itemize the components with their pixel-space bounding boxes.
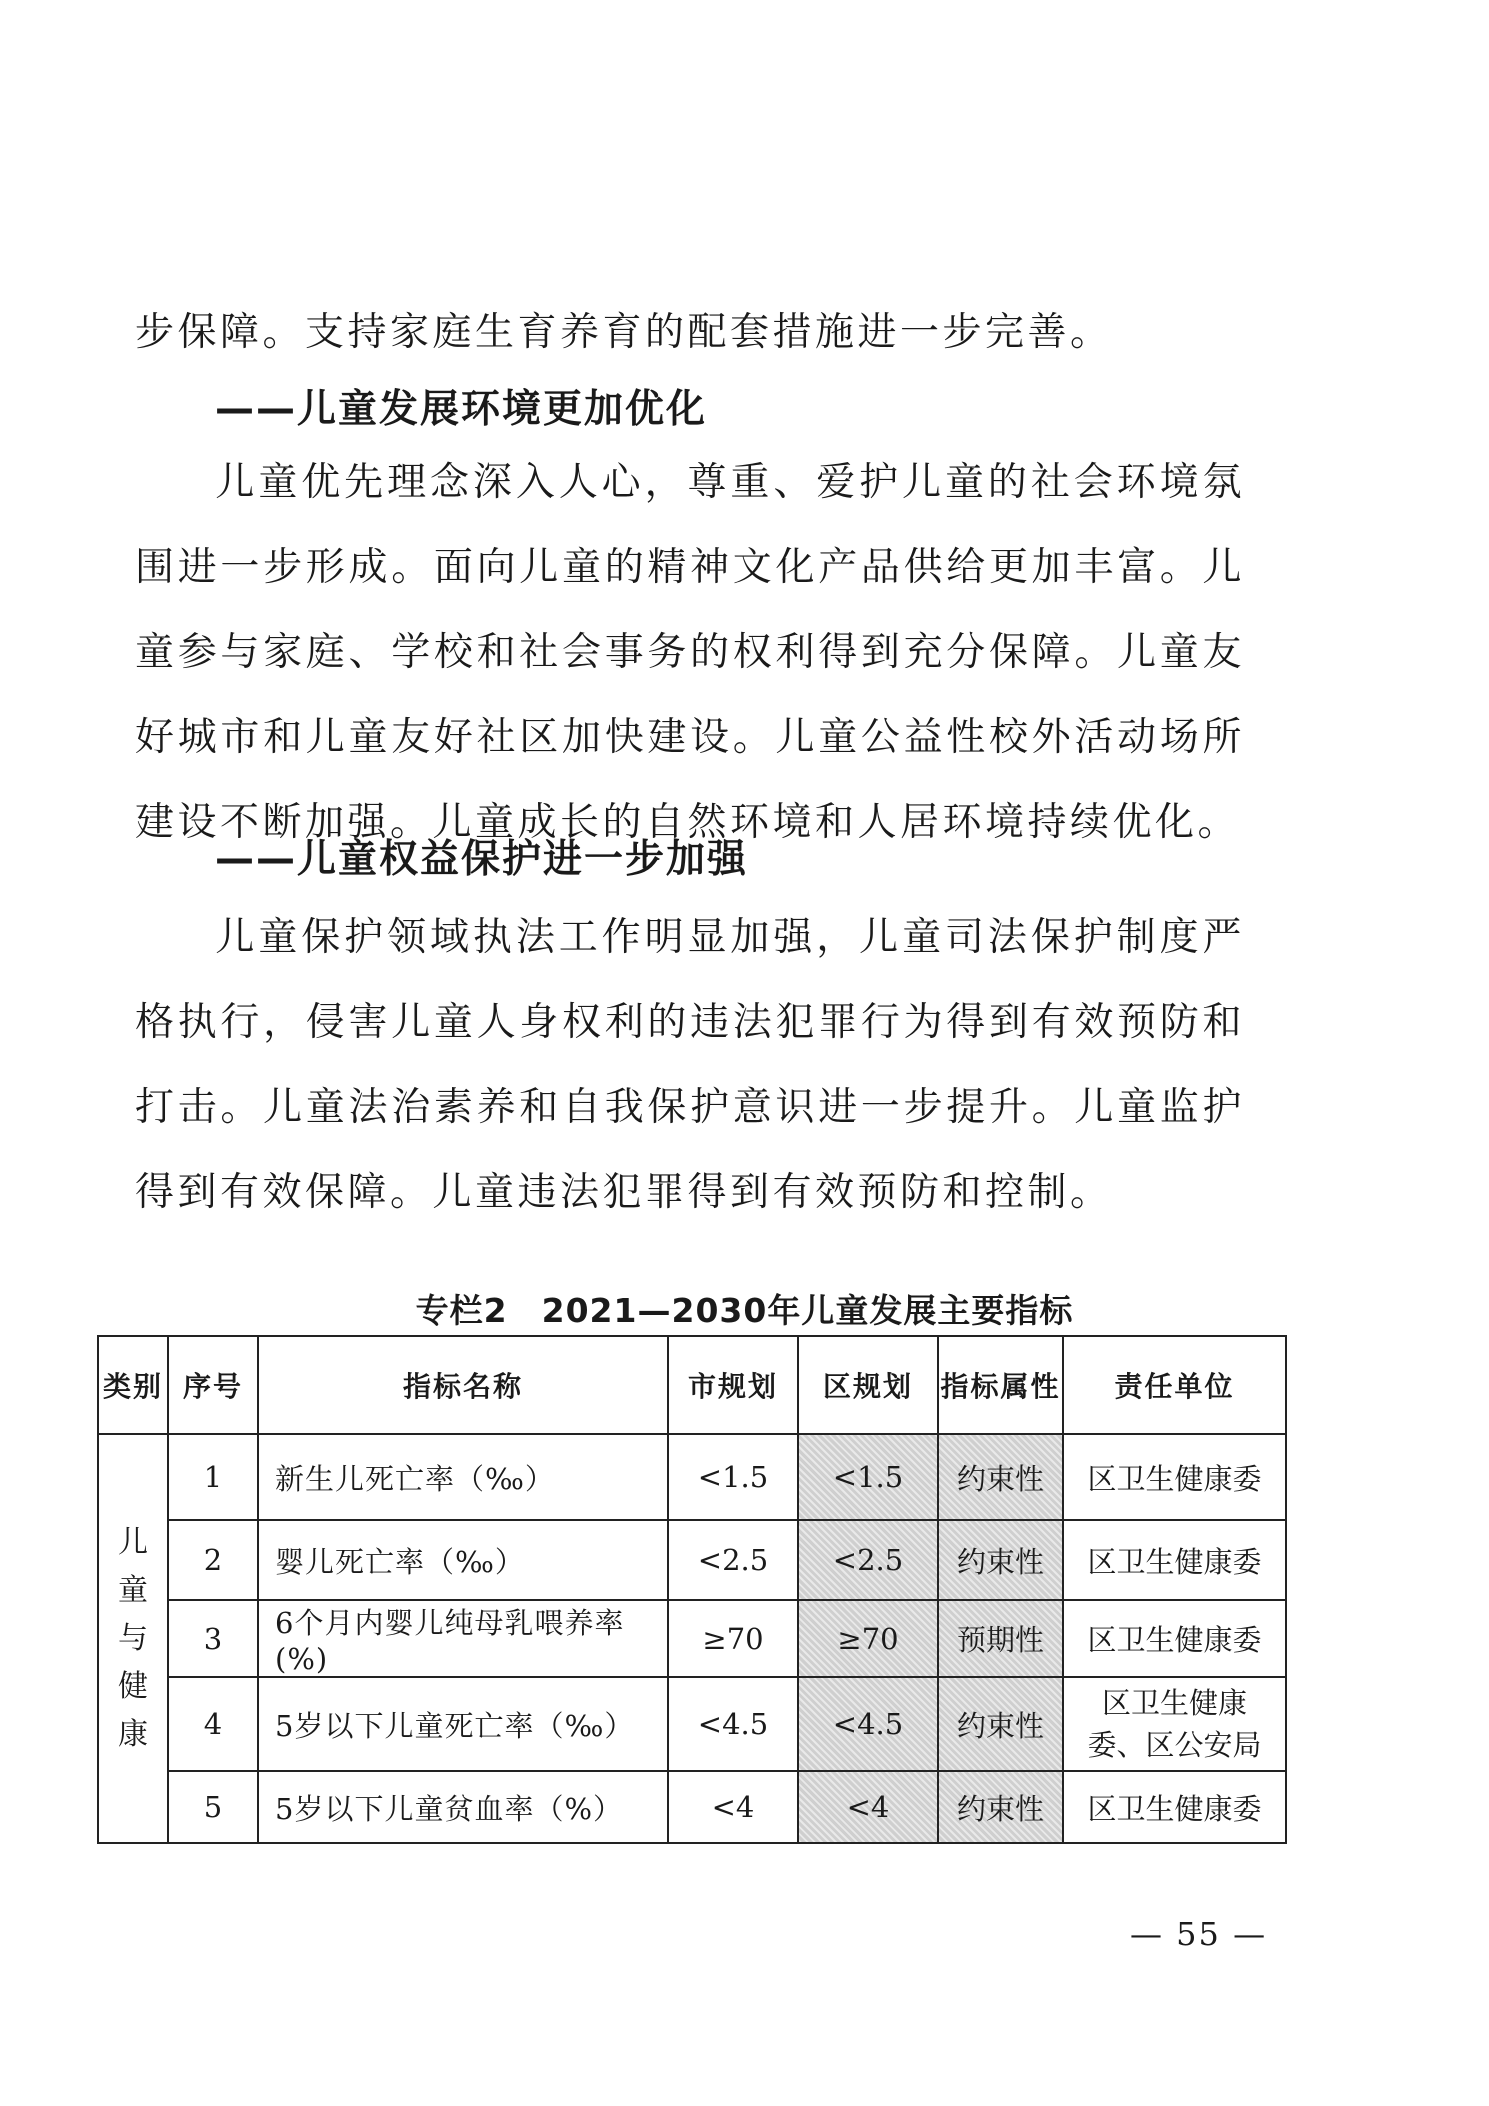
row-district: <4.5 bbox=[798, 1677, 938, 1771]
table-row bbox=[98, 1600, 1286, 1677]
row-district: ≥70 bbox=[798, 1600, 938, 1677]
row-city: <1.5 bbox=[668, 1434, 798, 1520]
table-row bbox=[98, 1677, 1286, 1771]
row-attribute: 约束性 bbox=[938, 1520, 1063, 1600]
row-unit: 区卫生健康委 bbox=[1063, 1600, 1286, 1677]
header-index: 序号 bbox=[168, 1336, 258, 1434]
indicator-table bbox=[97, 1335, 1287, 1844]
row-city: <4.5 bbox=[668, 1677, 798, 1771]
row-index: 4 bbox=[168, 1677, 258, 1771]
paragraph-environment bbox=[135, 440, 1245, 865]
table-header-row bbox=[98, 1336, 1286, 1434]
row-index: 1 bbox=[168, 1434, 258, 1520]
row-city: <2.5 bbox=[668, 1520, 798, 1600]
row-index: 3 bbox=[168, 1600, 258, 1677]
row-name: 6个月内婴儿纯母乳喂养率(%) bbox=[258, 1600, 668, 1677]
row-unit: 区卫生健康委 bbox=[1063, 1520, 1286, 1600]
row-name: 5岁以下儿童贫血率（%） bbox=[258, 1771, 668, 1843]
row-index: 5 bbox=[168, 1771, 258, 1843]
row-unit: 区卫生健康委 bbox=[1063, 1771, 1286, 1843]
row-district: <4 bbox=[798, 1771, 938, 1843]
header-attribute: 指标属性 bbox=[938, 1336, 1063, 1434]
row-district: <1.5 bbox=[798, 1434, 938, 1520]
row-name: 新生儿死亡率（‰） bbox=[258, 1434, 668, 1520]
table-row bbox=[98, 1771, 1286, 1843]
row-city: <4 bbox=[668, 1771, 798, 1843]
row-attribute: 约束性 bbox=[938, 1677, 1063, 1771]
header-category: 类别 bbox=[98, 1336, 168, 1434]
header-city: 市规划 bbox=[668, 1336, 798, 1434]
section-heading-protection: ——儿童权益保护进一步加强 bbox=[215, 837, 749, 882]
row-name: 婴儿死亡率（‰） bbox=[258, 1520, 668, 1600]
paragraph-environment-text: 儿童优先理念深入人心，尊重、爱护儿童的社会环境氛围进一步形成。面向儿童的精神文化产品供给更加丰富。儿童参与家庭、学校和社会事务的权利得到充分保障。儿童友好城市和儿童友好社区加快建设。儿童公益性校外活动场所建设不断加强。儿童成长的自然环境和人居环境持续优化。 bbox=[135, 460, 1245, 845]
row-district: <2.5 bbox=[798, 1520, 938, 1600]
row-index: 2 bbox=[168, 1520, 258, 1600]
header-district: 区规划 bbox=[798, 1336, 938, 1434]
row-unit: 区卫生健康委 bbox=[1063, 1434, 1286, 1520]
row-city: ≥70 bbox=[668, 1600, 798, 1677]
row-name: 5岁以下儿童死亡率（‰） bbox=[258, 1677, 668, 1771]
paragraph-protection bbox=[135, 895, 1245, 1235]
page-number: — 55 — bbox=[1130, 1915, 1268, 1953]
table-row bbox=[98, 1434, 1286, 1520]
row-attribute: 预期性 bbox=[938, 1600, 1063, 1677]
header-name: 指标名称 bbox=[258, 1336, 668, 1434]
table-caption: 专栏2 2021—2030年儿童发展主要指标 bbox=[415, 1291, 1074, 1330]
section-heading-environment: ——儿童发展环境更加优化 bbox=[215, 387, 708, 432]
paragraph-protection-text: 儿童保护领域执法工作明显加强，儿童司法保护制度严格执行，侵害儿童人身权利的违法犯罪行为得到有效预防和打击。儿童法治素养和自我保护意识进一步提升。儿童监护得到有效保障。儿童违法犯罪得到有效预防和控制。 bbox=[135, 915, 1245, 1215]
category-cell: 儿童与健康 bbox=[98, 1434, 168, 1843]
row-attribute: 约束性 bbox=[938, 1434, 1063, 1520]
header-unit: 责任单位 bbox=[1063, 1336, 1286, 1434]
row-unit: 区卫生健康委、区公安局 bbox=[1063, 1677, 1286, 1771]
row-attribute: 约束性 bbox=[938, 1771, 1063, 1843]
paragraph-continuation: 步保障。支持家庭生育养育的配套措施进一步完善。 bbox=[135, 310, 1113, 355]
table-row bbox=[98, 1520, 1286, 1600]
